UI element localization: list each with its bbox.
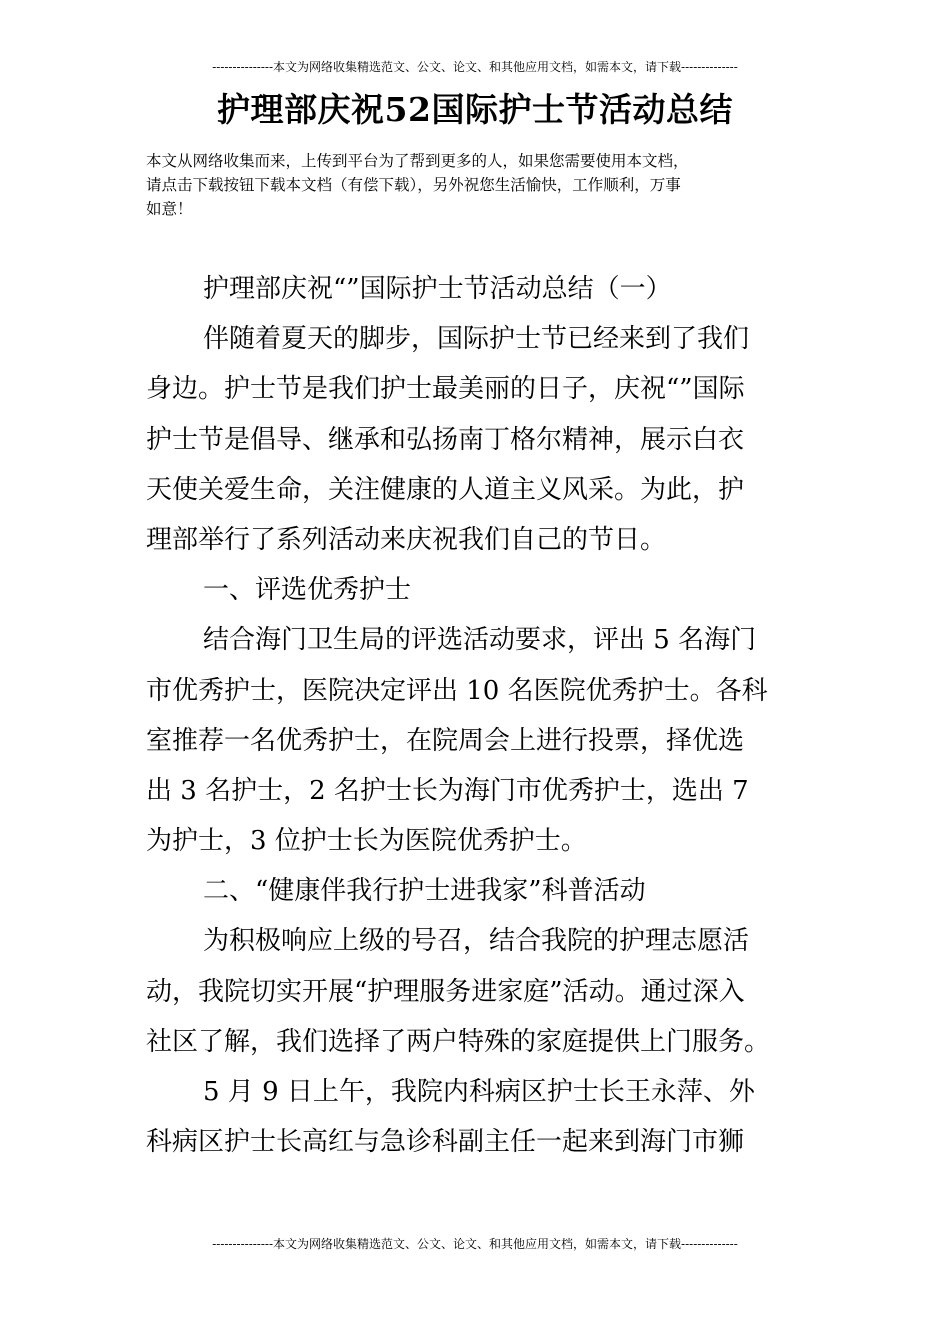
body-line: 天使关爱生命，关注健康的人道主义风采。为此，护 xyxy=(146,474,745,505)
body-line: 结合海门卫生局的评选活动要求，评出 5 名海门 xyxy=(203,625,757,656)
body-line: 出 3 名护士，2 名护士长为海门市优秀护士，选出 7 xyxy=(146,775,749,806)
intro-paragraph xyxy=(146,149,810,221)
body-line: 护士节是倡导、继承和弘扬南丁格尔精神，展示白衣 xyxy=(146,424,745,455)
body-line: 理部举行了系列活动来庆祝我们自己的节日。 xyxy=(146,524,667,555)
body-line: 伴随着夏天的脚步，国际护士节已经来到了我们 xyxy=(203,324,750,355)
body-line: 身边。护士节是我们护士最美丽的日子，庆祝“”国际 xyxy=(146,374,745,405)
subsection-heading: 二、“健康伴我行护士进我家”科普活动 xyxy=(203,876,646,907)
document-body xyxy=(146,264,816,1167)
intro-line: 本文从网络收集而来，上传到平台为了帮到更多的人，如果您需要使用本文档， xyxy=(146,152,689,170)
body-line: 科病区护士长高红与急诊科副主任一起来到海门市狮 xyxy=(146,1127,745,1158)
body-line: 动，我院切实开展“护理服务进家庭”活动。通过深入 xyxy=(146,976,745,1007)
document-title: 护理部庆祝52国际护士节活动总结 xyxy=(217,90,733,129)
body-line: 为护士，3 位护士长为医院优秀护士。 xyxy=(146,826,587,857)
intro-line: 如意！ xyxy=(146,200,193,218)
intro-line: 请点击下载按钮下载本文档（有偿下载），另外祝您生活愉快，工作顺利，万事 xyxy=(146,176,681,194)
body-line: 市优秀护士，医院决定评出 10 名医院优秀护士。各科 xyxy=(146,675,768,706)
body-line: 5 月 9 日上午，我院内科病区护士长王永萍、外 xyxy=(203,1077,755,1107)
subsection-heading: 一、评选优秀护士 xyxy=(203,575,412,606)
section-heading: 护理部庆祝“”国际护士节活动总结（一） xyxy=(203,274,672,304)
header-banner: ---------------本文为网络收集精选范文、公文、论文、和其他应用文档，如需本文，请下载-------------- xyxy=(212,60,738,74)
footer-banner: ---------------本文为网络收集精选范文、公文、论文、和其他应用文档，如需本文，请下载-------------- xyxy=(212,1237,738,1251)
body-line: 社区了解，我们选择了两户特殊的家庭提供上门服务。 xyxy=(146,1026,771,1057)
body-line: 室推荐一名优秀护士，在院周会上进行投票，择优选 xyxy=(146,725,745,756)
body-line: 为积极响应上级的号召，结合我院的护理志愿活 xyxy=(203,926,750,957)
